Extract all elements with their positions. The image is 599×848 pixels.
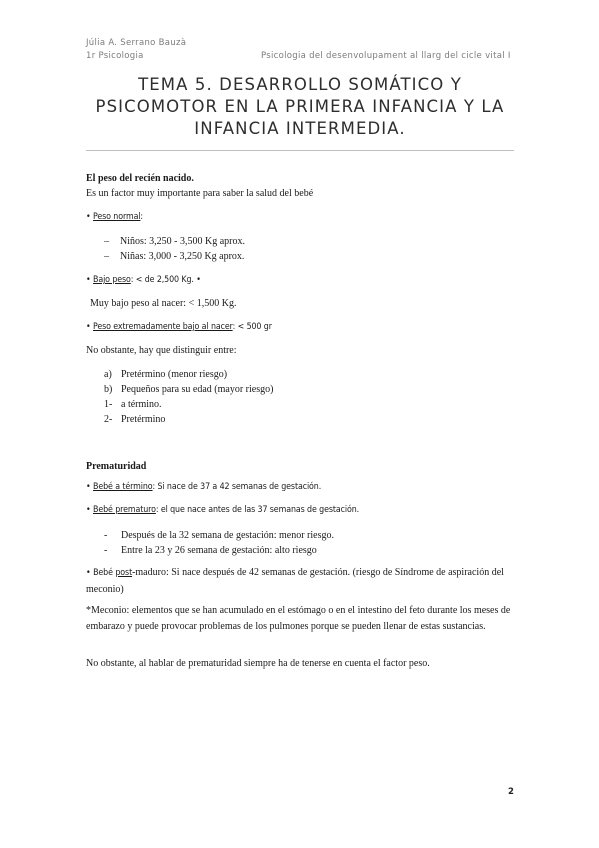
dash-icon: – <box>104 236 109 247</box>
page-number: 2 <box>508 787 514 797</box>
list-marker-a: a) <box>104 369 112 380</box>
dash-icon: - <box>104 530 108 541</box>
prematuro-sub-2: Entre la 23 y 26 semana de gestación: alto riesgo <box>121 545 317 556</box>
title-line-2: PSICOMOTOR EN LA PRIMERA INFANCIA Y LA <box>95 97 505 116</box>
bullet-icon: • <box>86 568 91 578</box>
bullet-icon: • <box>86 322 91 332</box>
meconio-note: *Meconio: elementos que se han acumulado en el estómago o en el intestino del feto durante los meses de embarazo y puede provocar problemas de los pulmones porque se pueden llenar de estas sustancias. <box>86 605 511 632</box>
header-author: Júlia A. Serrano Bauzà <box>86 38 187 48</box>
list-marker-2: 2- <box>104 414 113 425</box>
page-title <box>86 74 514 151</box>
peso-extremo-item <box>86 322 272 332</box>
bebe-termino-item <box>86 482 321 492</box>
peso-normal-label: Peso normal <box>93 212 141 222</box>
bebe-prematuro-label: Bebé prematuro <box>93 505 156 515</box>
list-item-a: Pretérmino (menor riesgo) <box>121 369 228 380</box>
dash-icon: – <box>104 251 109 262</box>
list-marker-1: 1- <box>104 399 113 410</box>
bullet-icon: • <box>86 275 91 285</box>
title-line-1: TEMA 5. DESARROLLO SOMÁTICO Y <box>138 75 462 94</box>
bullet-icon: • <box>196 275 201 285</box>
peso-ninas: Niñas: 3,000 - 3,250 Kg aprox. <box>120 251 245 262</box>
bebe-post-text: -maduro: Si nace después de 42 semanas de gestación. (riesgo de Síndrome de aspiración del meconio) <box>86 567 504 595</box>
peso-ninos: Niños: 3,250 - 3,500 Kg aprox. <box>120 236 245 247</box>
bajo-peso-item <box>86 275 201 285</box>
peso-normal-colon: : <box>140 212 143 222</box>
list-item-2: Pretérmino <box>121 414 166 425</box>
muy-bajo-peso: Muy bajo peso al nacer: < 1,500 Kg. <box>90 298 237 309</box>
header-course: 1r Psicologia <box>86 51 144 61</box>
peso-extremo-label: Peso extremadamente bajo al nacer <box>93 322 233 332</box>
title-line-3: INFANCIA INTERMEDIA. <box>194 119 406 138</box>
bullet-icon: • <box>86 212 91 222</box>
dash-icon: - <box>104 545 108 556</box>
peso-intro: Es un factor muy importante para saber la salud del bebé <box>86 188 314 199</box>
prematuro-sub-1: Después de la 32 semana de gestación: menor riesgo. <box>121 530 334 541</box>
peso-normal-item <box>86 212 143 222</box>
bebe-post-maduro-item <box>86 565 516 597</box>
section-heading-peso: El peso del recién nacido. <box>86 173 194 184</box>
distinguir-text: No obstante, hay que distinguir entre: <box>86 345 237 356</box>
bebe-prematuro-item <box>86 505 359 515</box>
list-item-b: Pequeños para su edad (mayor riesgo) <box>121 384 274 395</box>
bebe-post-label-b: post <box>115 568 133 578</box>
peso-extremo-value: : < 500 gr <box>232 322 272 332</box>
prematuridad-closing: No obstante, al hablar de prematuridad siempre ha de tenerse en cuenta el factor peso. <box>86 658 430 669</box>
section-heading-prematuridad: Prematuridad <box>86 461 147 472</box>
bebe-termino-label: Bebé a término <box>93 482 153 492</box>
bebe-prematuro-text: : el que nace antes de las 37 semanas de gestación. <box>155 505 360 515</box>
bullet-icon: • <box>86 482 91 492</box>
bajo-peso-label: Bajo peso <box>93 275 131 285</box>
header-subject: Psicologia del desenvolupament al llarg del cicle vital I <box>261 51 511 61</box>
bebe-termino-text: : Si nace de 37 a 42 semanas de gestación. <box>152 482 322 492</box>
list-item-1: a término. <box>121 399 162 410</box>
bajo-peso-value: : < de 2,500 Kg. <box>130 275 194 285</box>
bebe-post-label-a: Bebé <box>93 568 113 578</box>
bullet-icon: • <box>86 505 91 515</box>
list-marker-b: b) <box>104 384 113 395</box>
